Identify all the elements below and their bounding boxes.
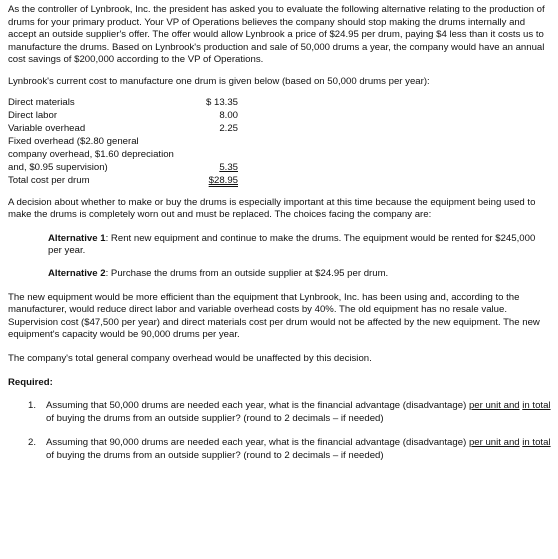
- required-heading: [8, 377, 552, 390]
- cost-value: 5.35: [219, 161, 238, 173]
- question-number: 1.: [28, 400, 37, 412]
- cost-total-value: $28.95: [208, 174, 238, 186]
- alternative-1-text: : Rent new equipment and continue to make the drums. The equipment would be rented for $245,000 per year.: [48, 232, 536, 257]
- question-text-part: Assuming that 90,000 drums are needed each year, what is the financial advantage (disadvantage): [46, 437, 469, 449]
- question-1: [28, 400, 552, 425]
- question-text: [46, 400, 552, 425]
- question-underlined-part: per unit and: [468, 437, 520, 449]
- alternative-2-label: Alternative 2: [48, 267, 106, 279]
- document-page: [8, 4, 552, 472]
- alternative-1-label: Alternative 1: [48, 232, 106, 244]
- equipment-paragraph: The new equipment would be more efficient than the equipment that Lynbrook, Inc. has been using and, according to the manufacturer, would reduce direct labor and variable overhead costs by 40%. The old equipment has no resale value. Supervision cost ($47,500 per year) and direct materials cost per drum would not be affected by the new equipment. The new equipment's capacity would be 90,000 drums per year.: [8, 291, 540, 341]
- alternative-1: [48, 233, 542, 258]
- question-underlined-part: in total: [522, 400, 551, 412]
- cost-label: Direct labor: [8, 109, 58, 121]
- cost-label: and, $0.95 supervision): [8, 161, 108, 173]
- question-2: [28, 437, 552, 462]
- cost-label: Fixed overhead ($2.80 general: [8, 135, 139, 147]
- question-text-part: of buying the drums from an outside supplier? (round to 2 decimals – if needed): [46, 412, 384, 424]
- required-label: Required:: [8, 376, 53, 388]
- current-cost-intro: Lynbrook's current cost to manufacture one drum is given below (based on 50,000 drums per year):: [8, 75, 430, 87]
- cost-value: $ 13.35: [205, 96, 238, 108]
- question-text-part: Assuming that 50,000 drums are needed each year, what is the financial advantage (disadvantage): [46, 400, 469, 412]
- decision-paragraph: A decision about whether to make or buy the drums is especially important at this time because the equipment being used to make the drums is completely worn out and must be replaced. The choices facing the company are:: [8, 196, 536, 221]
- cost-value: 2.25: [219, 122, 238, 134]
- cost-table: [8, 97, 552, 189]
- question-number: 2.: [28, 437, 37, 449]
- cost-label: company overhead, $1.60 depreciation: [8, 148, 174, 160]
- cost-label: Variable overhead: [8, 122, 86, 134]
- alternative-2: [48, 268, 542, 281]
- question-underlined-part: per unit and: [468, 400, 520, 412]
- overhead-paragraph: The company's total general company overhead would be unaffected by this decision.: [8, 352, 372, 364]
- cost-total-label: Total cost per drum: [8, 174, 90, 186]
- cost-label: Direct materials: [8, 96, 75, 108]
- intro-paragraph: As the controller of Lynbrook, Inc. the president has asked you to evaluate the following alternative relating to the production of drums for your primary product. Your VP of Operations believes the company should stop making the drums internally and accept an outside supplier's offer. The offer would allow Lynbrook a price of $24.95 per drum, paying $4 less than it costs us to manufacture the drums. Based on Lynbrook's production and sale of 50,000 drums a year, the company would have an annual cost savings of $200,000 according to the VP of Operations.: [8, 4, 545, 66]
- cost-value: 8.00: [219, 109, 238, 121]
- question-text-part: of buying the drums from an outside supplier? (round to 2 decimals – if needed): [46, 449, 384, 461]
- alternative-2-text: : Purchase the drums from an outside supplier at $24.95 per drum.: [105, 267, 389, 279]
- question-underlined-part: in total: [522, 437, 551, 449]
- question-text: [46, 437, 552, 462]
